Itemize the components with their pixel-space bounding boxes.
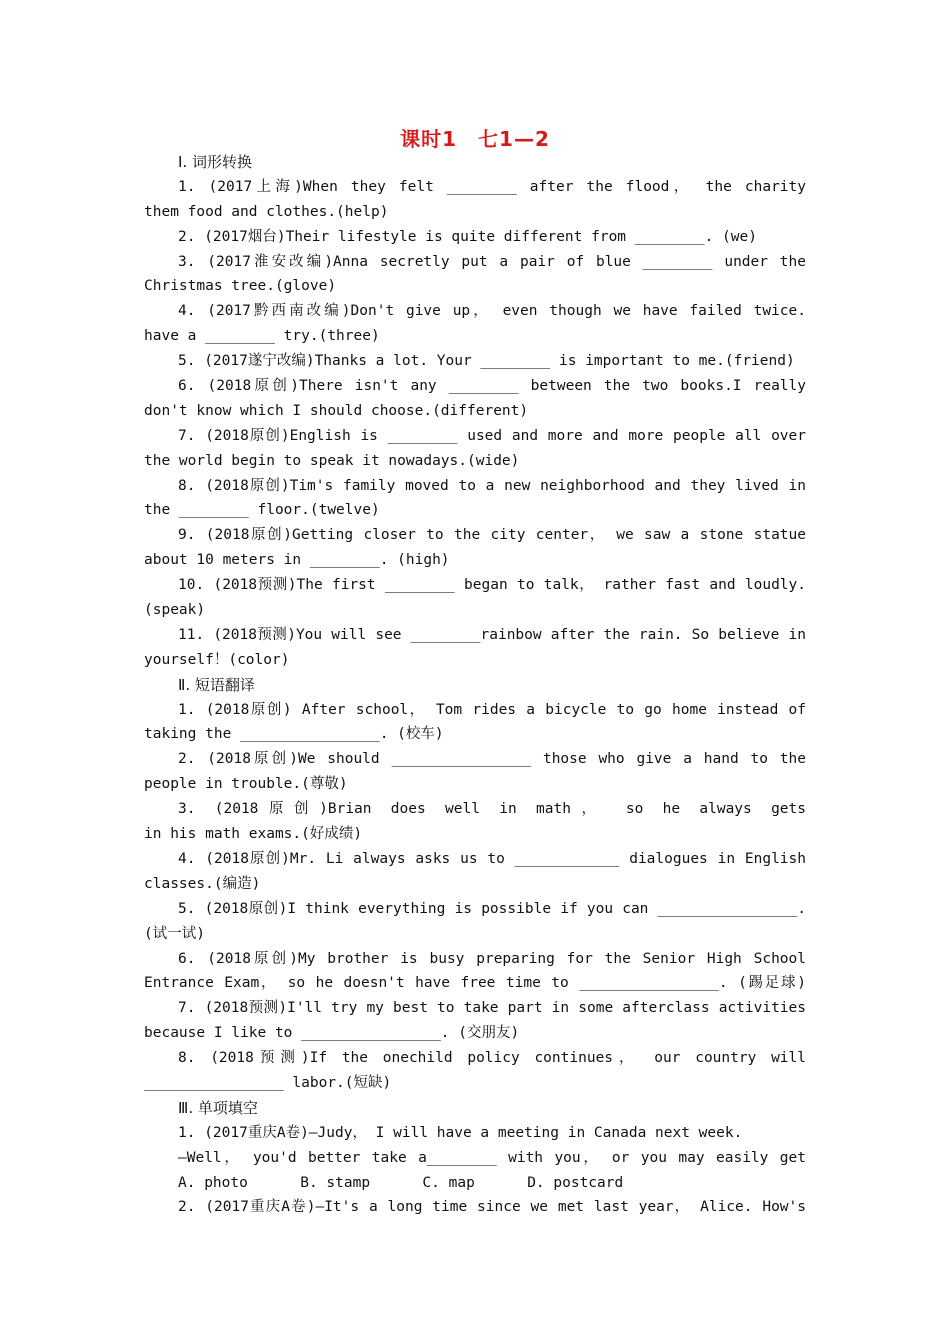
exercise-line: Entrance Exam， so he doesn't have free time to ________________. (踢足球)	[144, 975, 806, 992]
exercise-line: about 10 meters in ________. (high)	[144, 552, 450, 569]
section-heading: Ⅱ. 短语翻译	[178, 675, 255, 694]
exercise-line: 6. (2018原创)There isn't any ________ between the two books.I really	[178, 378, 806, 395]
section-heading: Ⅰ. 词形转换	[178, 153, 252, 171]
exercise-line: 1. (2017上海)When they felt ________ after the flood， the charity	[178, 178, 806, 195]
exercise-line: them food and clothes.(help)	[144, 203, 389, 220]
exercise-line: have a ________ try.(three)	[144, 328, 380, 345]
exercise-line: the world begin to speak it nowadays.(wide)	[144, 452, 520, 469]
exercise-line: 4. (2017黔西南改编)Don't give up， even though we have failed twice.	[178, 303, 806, 320]
exercise-line: yourself！(color)	[144, 651, 290, 668]
exercise-line: 2. (2017重庆A卷)—It's a long time since we met last year， Alice. How's	[178, 1199, 806, 1216]
section-heading: Ⅲ. 单项填空	[178, 1098, 258, 1117]
exercise-line: Christmas tree.(glove)	[144, 278, 337, 295]
exercise-line: —Well， you'd better take a________ with you， or you may easily get	[178, 1149, 806, 1166]
exercise-line: (试一试)	[144, 925, 205, 942]
exercise-line: taking the ________________. (校车)	[144, 726, 444, 743]
exercise-line: 1. (2017重庆A卷)—Judy， I will have a meeting in Canada next week.	[178, 1124, 743, 1141]
exercise-line: 4. (2018原创)Mr. Li always asks us to ____________ dialogues in English	[178, 850, 806, 867]
exercise-line: because I like to ________________. (交朋友)	[144, 1025, 520, 1042]
exercise-line: 2. (2018原创)We should ________________ those who give a hand to the	[178, 751, 806, 768]
exercise-line: 5. (2018原创)I think everything is possible if you can ________________.	[178, 900, 806, 917]
exercise-line: 7. (2018原创)English is ________ used and more and more people all over	[178, 427, 806, 444]
exercise-line: classes.(编造)	[144, 875, 261, 892]
exercise-line: ________________ labor.(短缺)	[144, 1074, 392, 1091]
exercise-line: 10. (2018预测)The first ________ began to talk， rather fast and loudly.	[178, 577, 806, 594]
page-title: 课时1 七1—2	[400, 127, 550, 151]
exercise-line: A. photo B. stamp C. map D. postcard	[178, 1174, 624, 1191]
exercise-content	[144, 150, 806, 1220]
exercise-line: in his math exams.(好成绩)	[144, 826, 363, 843]
exercise-line: 11. (2018预测)You will see ________rainbow after the rain. So believe in	[178, 626, 806, 643]
exercise-line: people in trouble.(尊敬)	[144, 776, 348, 793]
exercise-line: 8. (2018预测)If the onechild policy continues， our country will	[178, 1050, 806, 1067]
exercise-line: 7. (2018预测)I'll try my best to take part in some afterclass activities	[178, 1000, 806, 1017]
exercise-line: 2. (2017烟台)Their lifestyle is quite different from ________. (we)	[178, 228, 757, 245]
exercise-line: 1. (2018原创) After school， Tom rides a bicycle to go home instead of	[178, 701, 806, 718]
exercise-line: 3. (2018原创)Brian does well in math， so he always gets	[178, 801, 806, 818]
exercise-line: 9. (2018原创)Getting closer to the city center， we saw a stone statue	[178, 527, 806, 544]
exercise-line: the ________ floor.(twelve)	[144, 502, 380, 519]
exercise-line: 8. (2018原创)Tim's family moved to a new neighborhood and they lived in	[178, 477, 806, 494]
exercise-line: 6. (2018原创)My brother is busy preparing for the Senior High School	[178, 950, 806, 967]
exercise-line: (speak)	[144, 602, 206, 619]
exercise-line: 5. (2017遂宁改编)Thanks a lot. Your ________ is important to me.(friend)	[178, 353, 795, 370]
exercise-line: don't know which I should choose.(different)	[144, 402, 529, 419]
exercise-line: 3. (2017淮安改编)Anna secretly put a pair of blue ________ under the	[178, 253, 806, 270]
